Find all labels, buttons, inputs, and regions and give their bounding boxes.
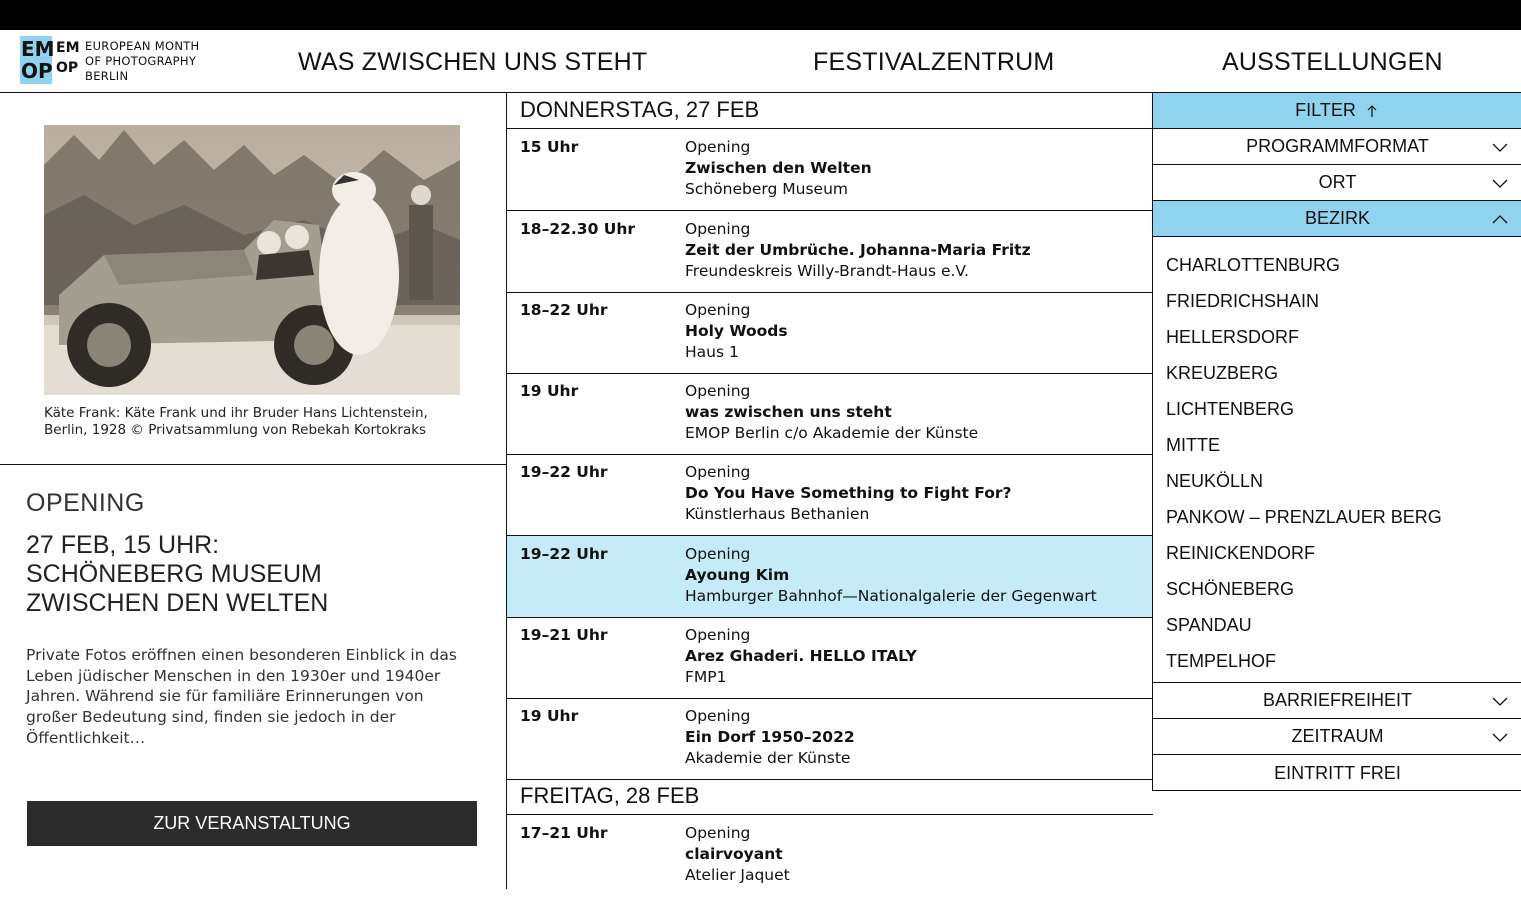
day-header: FREITAG, 28 FEB: [507, 779, 1153, 815]
event-row[interactable]: [507, 617, 1153, 699]
event-type: Opening: [685, 824, 751, 842]
event-type: Opening: [685, 220, 751, 238]
event-venue: Haus 1: [685, 343, 739, 361]
event-type: Opening: [685, 138, 751, 156]
filter-section-label: PROGRAMMFORMAT: [1246, 136, 1429, 156]
filter-section-label: ZEITRAUM: [1291, 726, 1384, 746]
site-header: [0, 30, 1521, 93]
event-venue: Künstlerhaus Bethanien: [685, 505, 870, 523]
filter-section-programmformat[interactable]: [1153, 129, 1521, 165]
event-title: Arez Ghaderi. HELLO ITALY: [685, 647, 917, 665]
event-time: 19 Uhr: [520, 382, 579, 400]
district-option[interactable]: FRIEDRICHSHAIN: [1166, 291, 1320, 311]
district-option[interactable]: SCHÖNEBERG: [1166, 579, 1295, 599]
event-time: 19 Uhr: [520, 707, 579, 725]
district-option[interactable]: SPANDAU: [1166, 615, 1252, 635]
filter-section-label: ORT: [1318, 172, 1357, 192]
filter-section-zeitraum[interactable]: [1153, 719, 1521, 755]
event-row-highlighted[interactable]: [507, 536, 1153, 618]
event-row[interactable]: [507, 815, 1153, 897]
event-list: [507, 93, 1153, 889]
event-row[interactable]: [507, 211, 1153, 293]
event-title: 27 FEB, 15 UHR: SCHÖNEBERG MUSEUM ZWISCHEN DEN WELTEN: [26, 531, 329, 617]
event-row[interactable]: [507, 373, 1153, 455]
logo-wordmark: EUROPEAN MONTH OF PHOTOGRAPHY BERLIN: [85, 39, 200, 83]
event-row[interactable]: [507, 454, 1153, 536]
chevron-down-icon: [1492, 693, 1508, 709]
event-type: Opening: [685, 463, 751, 481]
chevron-down-icon: [1492, 729, 1508, 745]
filter-section-label: EINTRITT FREI: [1274, 762, 1401, 783]
event-type: Opening: [685, 301, 751, 319]
zur-veranstaltung-button[interactable]: ZUR VERANSTALTUNG: [27, 801, 477, 846]
event-time: 19–22 Uhr: [520, 463, 608, 481]
event-type: Opening: [685, 545, 751, 563]
event-title: Zwischen den Welten: [685, 159, 872, 177]
chevron-up-icon: [1492, 211, 1508, 227]
filter-toggle[interactable]: [1153, 93, 1521, 129]
event-time: 18–22 Uhr: [520, 301, 608, 319]
event-title: Zeit der Umbrüche. Johanna-Maria Fritz: [685, 241, 1031, 259]
filter-title: FILTER: [1295, 100, 1356, 120]
day-header: DONNERSTAG, 27 FEB: [507, 93, 1153, 129]
nav-festivalzentrum[interactable]: FESTIVALZENTRUM: [813, 48, 1055, 76]
filter-section-barriefreiheit[interactable]: [1153, 683, 1521, 719]
filter-section-ort[interactable]: [1153, 165, 1521, 201]
event-time: 19–21 Uhr: [520, 626, 608, 644]
photo-caption: Käte Frank: Käte Frank und ihr Bruder Hans Lichtenstein, Berlin, 1928 © Privatsammlung von Rebekah Kortokraks: [44, 405, 428, 438]
district-option[interactable]: LICHTENBERG: [1166, 399, 1295, 419]
event-row[interactable]: [507, 129, 1153, 211]
district-option[interactable]: KREUZBERG: [1166, 363, 1279, 383]
nav-was-zwischen-uns-steht[interactable]: WAS ZWISCHEN UNS STEHT: [298, 48, 648, 76]
district-option[interactable]: TEMPELHOF: [1166, 651, 1277, 671]
event-type-label: OPENING: [26, 489, 145, 517]
featured-photo: [44, 125, 460, 395]
event-time: 19–22 Uhr: [520, 545, 608, 563]
event-title: Do You Have Something to Fight For?: [685, 484, 1012, 502]
event-title: Holy Woods: [685, 322, 788, 340]
event-description: Private Fotos eröffnen einen besonderen Einblick in das Leben jüdischer Menschen in den 1930er und 1940er Jahren. Während sie für familiäre Erinnerungen von großer Bedeutung sind, finden sie jedoch in der Öffentlichkeit…: [26, 646, 457, 747]
district-list: [1153, 237, 1521, 683]
filter-section-label: BEZIRK: [1304, 208, 1370, 228]
event-type: Opening: [685, 382, 751, 400]
event-venue: Hamburger Bahnhof—Nationalgalerie der Gegenwart: [685, 587, 1097, 605]
event-row[interactable]: [507, 292, 1153, 374]
nav-ausstellungen[interactable]: AUSSTELLUNGEN: [1222, 48, 1443, 76]
chevron-down-icon: [1492, 175, 1508, 191]
chevron-down-icon: [1492, 139, 1508, 155]
divider: [0, 464, 506, 465]
event-title: clairvoyant: [685, 845, 783, 863]
event-venue: Atelier Jaquet: [685, 866, 790, 884]
district-option[interactable]: CHARLOTTENBURG: [1166, 255, 1341, 275]
district-option[interactable]: REINICKENDORF: [1166, 543, 1316, 563]
event-title: Ayoung Kim: [685, 566, 790, 584]
district-option[interactable]: NEUKÖLLN: [1166, 471, 1264, 491]
event-title: Ein Dorf 1950–2022: [685, 728, 855, 746]
district-option[interactable]: MITTE: [1166, 435, 1220, 455]
featured-event-panel: [0, 93, 507, 889]
top-bar: [0, 0, 1521, 30]
filter-section-label: BARRIEFREIHEIT: [1262, 690, 1413, 710]
event-title: was zwischen uns steht: [685, 403, 892, 421]
filter-eintritt-frei[interactable]: [1153, 755, 1521, 791]
event-type: Opening: [685, 707, 751, 725]
event-time: 18–22.30 Uhr: [520, 220, 636, 238]
district-option[interactable]: PANKOW – PRENZLAUER BERG: [1166, 507, 1442, 527]
event-venue: EMOP Berlin c/o Akademie der Künste: [685, 424, 979, 442]
filter-section-bezirk[interactable]: [1153, 201, 1521, 237]
event-venue: Akademie der Künste: [685, 749, 851, 767]
arrow-up-icon: [1364, 103, 1380, 119]
event-type: Opening: [685, 626, 751, 644]
event-venue: Freundeskreis Willy-Brandt-Haus e.V.: [685, 262, 969, 280]
event-time: 15 Uhr: [520, 138, 579, 156]
district-option[interactable]: HELLERSDORF: [1166, 327, 1300, 347]
event-venue: Schöneberg Museum: [685, 180, 848, 198]
event-venue: FMP1: [685, 668, 727, 686]
filter-panel: [1152, 93, 1521, 791]
emop-logo[interactable]: EM OP EM OP: [21, 37, 80, 83]
event-row[interactable]: [507, 698, 1153, 780]
event-time: 17–21 Uhr: [520, 824, 608, 842]
